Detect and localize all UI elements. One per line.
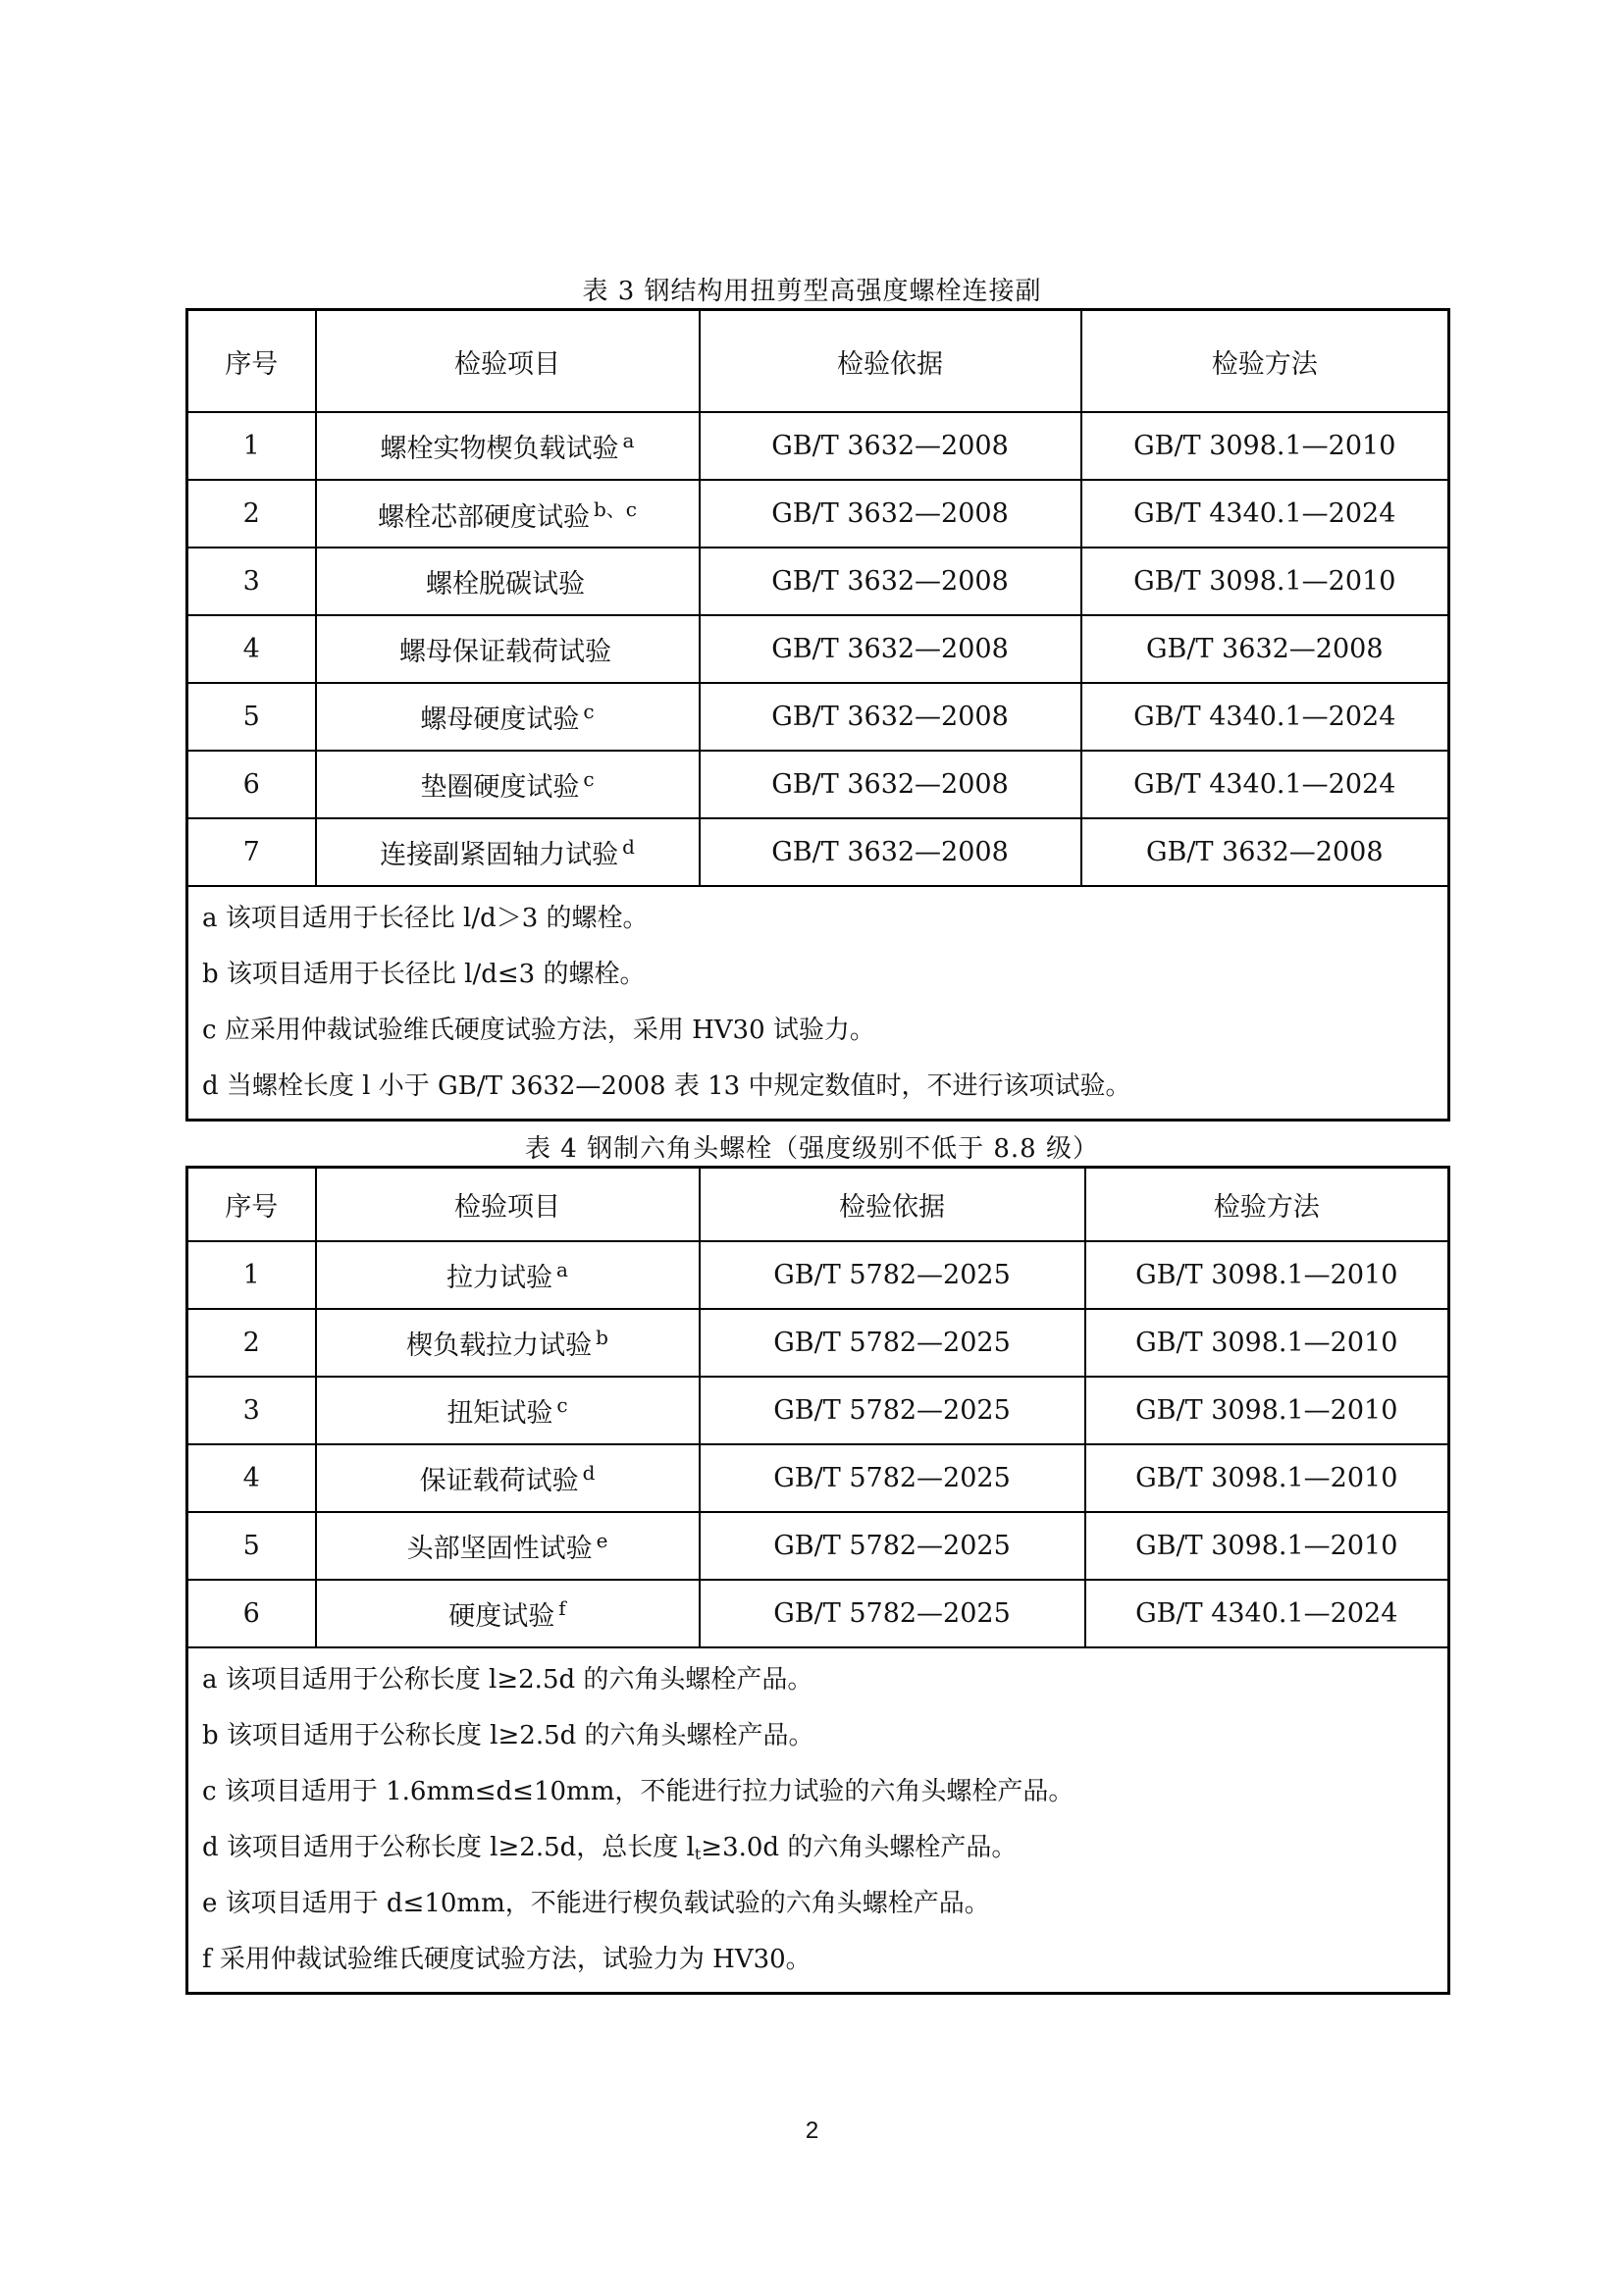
inspection-item: 楔负载拉力试验 $^b$ <box>316 1309 700 1377</box>
inspection-method: GB/T 3632—2008 <box>1081 615 1449 683</box>
footnote: c 应采用仲裁试验维氏硬度试验方法，采用 HV30 试验力。 <box>202 1016 875 1045</box>
inspection-basis: GB/T 3632—2008 <box>700 751 1081 818</box>
inspection-method: GB/T 4340.1—2024 <box>1081 751 1449 818</box>
page-number: 2 <box>805 2117 819 2144</box>
inspection-method: GB/T 4340.1—2024 <box>1081 683 1449 751</box>
row-number: 3 <box>187 1377 316 1444</box>
table-row <box>187 615 1449 683</box>
inspection-item: 螺栓脱碳试验 <box>316 548 700 615</box>
inspection-item: 头部坚固性试验 $^e$ <box>316 1512 700 1580</box>
inspection-basis: GB/T 3632—2008 <box>700 480 1081 548</box>
footnote-ref: e <box>596 1529 608 1552</box>
row-number: 4 <box>187 1444 316 1512</box>
row-number: 2 <box>187 480 316 548</box>
header-cell: 检验项目 <box>316 310 700 413</box>
table-row <box>187 480 1449 548</box>
table-row <box>187 1241 1449 1309</box>
footnote-ref: c <box>583 700 595 723</box>
inspection-basis: GB/T 3632—2008 <box>700 412 1081 480</box>
row-number: 5 <box>187 1512 316 1580</box>
footnote-ref: c <box>556 1393 568 1417</box>
row-number: 7 <box>187 818 316 886</box>
footnote: d 当螺栓长度 l 小于 GB/T 3632—2008 表 13 中规定数值时，不进行该项试验。 <box>202 1071 1131 1101</box>
table-notes-row <box>187 886 1449 1121</box>
footnote: d 该项目适用于公称长度 l≥2.5d，总长度 lt≥3.0d 的六角头螺栓产品。 <box>202 1833 1018 1863</box>
footnote: a 该项目适用于长径比 l/d＞3 的螺栓。 <box>202 904 649 933</box>
footnote-ref: d <box>582 1461 596 1485</box>
inspection-method: GB/T 3098.1—2010 <box>1081 548 1449 615</box>
footnote-ref: d <box>622 835 635 859</box>
inspection-basis: GB/T 5782—2025 <box>700 1444 1085 1512</box>
header-cell: 检验项目 <box>316 1168 700 1242</box>
table-row <box>187 1309 1449 1377</box>
footnote: b 该项目适用于公称长度 l≥2.5d 的六角头螺栓产品。 <box>202 1721 814 1750</box>
table-row <box>187 751 1449 818</box>
inspection-item: 连接副紧固轴力试验 $^d$ <box>316 818 700 886</box>
footnote-ref: b <box>596 1326 608 1349</box>
footnote-ref: f <box>558 1596 566 1620</box>
row-number: 1 <box>187 1241 316 1309</box>
table-row <box>187 683 1449 751</box>
row-number: 6 <box>187 1580 316 1647</box>
header-cell: 序号 <box>187 310 316 413</box>
inspection-method: GB/T 3098.1—2010 <box>1085 1377 1449 1444</box>
footnote: a 该项目适用于公称长度 l≥2.5d 的六角头螺栓产品。 <box>202 1665 813 1695</box>
table-row <box>187 412 1449 480</box>
inspection-item: 螺母保证载荷试验 <box>316 615 700 683</box>
inspection-item: 保证载荷试验 $^d$ <box>316 1444 700 1512</box>
footnote-ref: a <box>622 429 635 452</box>
inspection-method: GB/T 3632—2008 <box>1081 818 1449 886</box>
footnote-ref: c <box>583 767 595 791</box>
footnote: b 该项目适用于长径比 l/d≤3 的螺栓。 <box>202 960 646 989</box>
table-row <box>187 548 1449 615</box>
row-number: 2 <box>187 1309 316 1377</box>
inspection-item: 拉力试验 $^a$ <box>316 1241 700 1309</box>
table4 <box>185 1166 1450 1995</box>
inspection-basis: GB/T 3632—2008 <box>700 818 1081 886</box>
inspection-basis: GB/T 5782—2025 <box>700 1241 1085 1309</box>
inspection-method: GB/T 3098.1—2010 <box>1085 1241 1449 1309</box>
inspection-basis: GB/T 5782—2025 <box>700 1377 1085 1444</box>
row-number: 5 <box>187 683 316 751</box>
inspection-basis: GB/T 3632—2008 <box>700 683 1081 751</box>
table-row <box>187 1512 1449 1580</box>
table-notes <box>187 886 1449 1121</box>
header-cell: 检验方法 <box>1085 1168 1449 1242</box>
footnote-ref: a <box>556 1258 568 1281</box>
inspection-item: 螺栓实物楔负载试验 $^a$ <box>316 412 700 480</box>
row-number: 4 <box>187 615 316 683</box>
inspection-method: GB/T 4340.1—2024 <box>1085 1580 1449 1647</box>
table3 <box>185 308 1450 1122</box>
table-header-row <box>187 1168 1449 1242</box>
table-notes-row <box>187 1647 1449 1994</box>
inspection-basis: GB/T 3632—2008 <box>700 548 1081 615</box>
row-number: 3 <box>187 548 316 615</box>
header-cell: 检验依据 <box>700 310 1081 413</box>
row-number: 6 <box>187 751 316 818</box>
header-cell: 检验方法 <box>1081 310 1449 413</box>
inspection-method: GB/T 3098.1—2010 <box>1081 412 1449 480</box>
inspection-basis: GB/T 5782—2025 <box>700 1580 1085 1647</box>
table-row <box>187 1377 1449 1444</box>
inspection-method: GB/T 3098.1—2010 <box>1085 1512 1449 1580</box>
inspection-item: 螺栓芯部硬度试验 $^{b、c}$ <box>316 480 700 548</box>
inspection-method: GB/T 3098.1—2010 <box>1085 1309 1449 1377</box>
table4-caption: 表 4 钢制六角头螺栓（强度级别不低于 8.8 级） <box>525 1134 1099 1164</box>
row-number: 1 <box>187 412 316 480</box>
inspection-item: 扭矩试验 $^c$ <box>316 1377 700 1444</box>
table-row <box>187 1580 1449 1647</box>
footnote-ref: b、c <box>593 497 637 521</box>
inspection-method: GB/T 4340.1—2024 <box>1081 480 1449 548</box>
table3-caption: 表 3 钢结构用扭剪型高强度螺栓连接副 <box>582 277 1042 306</box>
inspection-basis: GB/T 5782—2025 <box>700 1309 1085 1377</box>
footnote: f 采用仲裁试验维氏硬度试验方法，试验力为 HV30。 <box>202 1945 812 1974</box>
inspection-basis: GB/T 3632—2008 <box>700 615 1081 683</box>
footnote: e 该项目适用于 d≤10mm，不能进行楔负载试验的六角头螺栓产品。 <box>202 1889 990 1918</box>
inspection-item: 螺母硬度试验 $^c$ <box>316 683 700 751</box>
header-cell: 检验依据 <box>700 1168 1085 1242</box>
inspection-basis: GB/T 5782—2025 <box>700 1512 1085 1580</box>
table-header-row <box>187 310 1449 413</box>
table-row <box>187 818 1449 886</box>
table-notes <box>187 1647 1449 1994</box>
inspection-method: GB/T 3098.1—2010 <box>1085 1444 1449 1512</box>
footnote: c 该项目适用于 1.6mm≤d≤10mm，不能进行拉力试验的六角头螺栓产品。 <box>202 1777 1074 1806</box>
inspection-item: 垫圈硬度试验 $^c$ <box>316 751 700 818</box>
inspection-item: 硬度试验 $^f$ <box>316 1580 700 1647</box>
header-cell: 序号 <box>187 1168 316 1242</box>
table-row <box>187 1444 1449 1512</box>
